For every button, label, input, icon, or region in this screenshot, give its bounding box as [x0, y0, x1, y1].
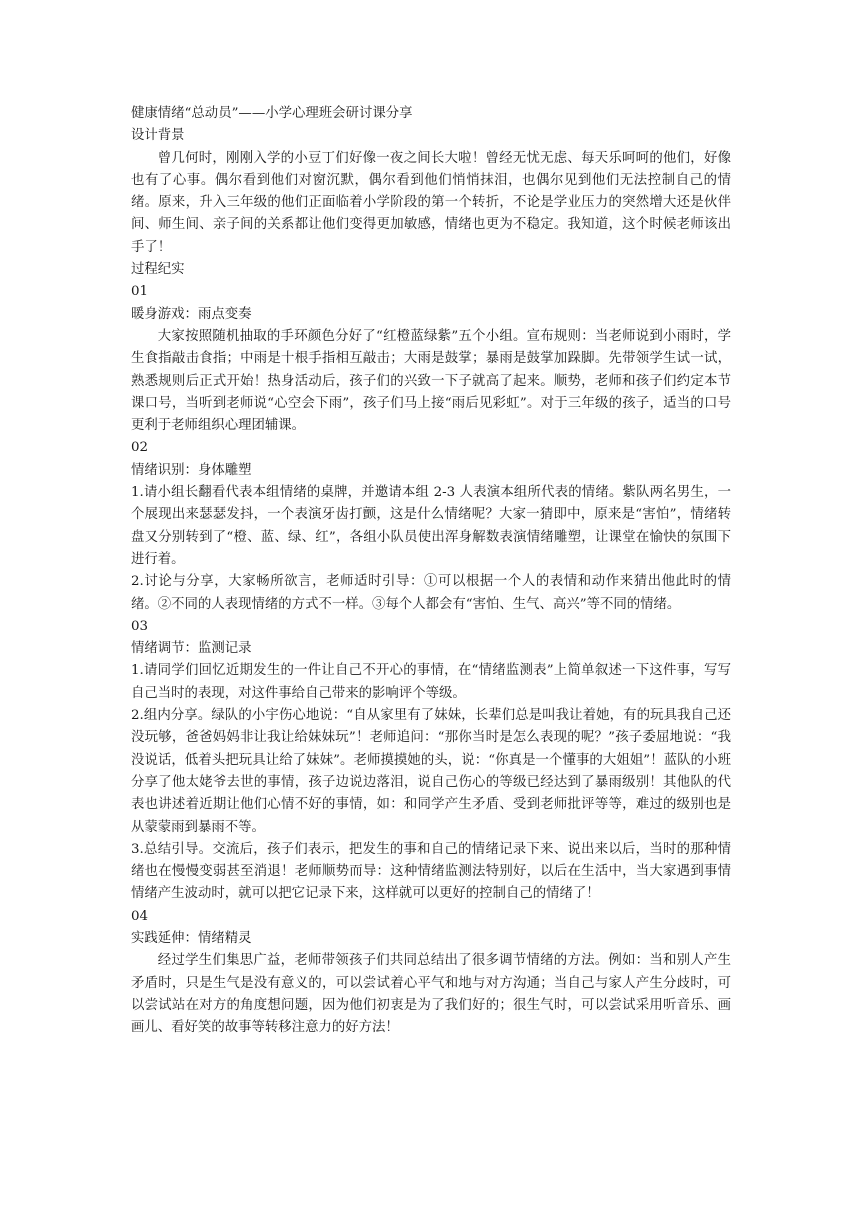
heading-design-background: 设计背景: [131, 128, 185, 144]
section-3-number: 03: [131, 618, 149, 634]
section-4-paragraph: 经过学生们集思广益，老师带领孩子们共同总结出了很多调节情绪的方法。例如：当和别人产生矛盾时，只是生气是没有意义的，可以尝试着心平气和地与对方沟通；当自己与家人产生分歧时，可以尝试站在对方的角度想问题，因为他们初衷是为了我们好的；很生气时，可以尝试采用听音乐、画画儿、看好笑的故事等转移注意力的好方法！: [131, 953, 731, 1036]
section-3-paragraph-1: 1.请同学们回忆近期发生的一件让自己不开心的事情，在“情绪监测表”上简单叙述一下这件事，写写自己当时的表现，对这件事给自己带来的影响评个等级。: [131, 663, 731, 701]
heading-process-record: 过程纪实: [131, 262, 185, 278]
section-2-title: 情绪识别：身体雕塑: [131, 462, 252, 478]
section-1-number: 01: [131, 284, 149, 300]
section-1-title: 暖身游戏：雨点变奏: [131, 306, 252, 322]
section-3-paragraph-3: 3.总结引导。交流后，孩子们表示，把发生的事和自己的情绪记录下来、说出来以后，当时的那种情绪也在慢慢变弱甚至消退！老师顺势而导：这种情绪监测法特别好，以后在生活中，当大家遇到事情情绪产生波动时，就可以把它记录下来，这样就可以更好的控制自己的情绪了！: [131, 841, 731, 902]
section-2-paragraph-1: 1.请小组长翻看代表本组情绪的桌牌，并邀请本组 2-3 人表演本组所代表的情绪。紫队两名男生，一个展现出来瑟瑟发抖，一个表演牙齿打颤，这是什么情绪呢？大家一猜即中，原来是“害怕”，情绪转盘又分别转到了“橙、蓝、绿、红”，各组小队员使出浑身解数表演情绪雕塑，让课堂在愉快的氛围下进行着。: [131, 485, 731, 567]
section-2-paragraph-2: 2.讨论与分享，大家畅所欲言，老师适时引导：①可以根据一个人的表情和动作来猜出他此时的情绪。②不同的人表现情绪的方式不一样。③每个人都会有“害怕、生气、高兴”等不同的情绪。: [131, 574, 731, 612]
section-4-title: 实践延伸：情绪精灵: [131, 930, 252, 946]
document-body: [131, 103, 731, 1039]
section-3-title: 情绪调节：监测记录: [131, 641, 252, 657]
section-1-paragraph: 大家按照随机抽取的手环颜色分好了“红橙蓝绿紫”五个小组。宣布规则：当老师说到小雨时，学生食指敲击食指；中雨是十根手指相互敲击；大雨是鼓掌；暴雨是鼓掌加跺脚。先带领学生试一试，熟悉规则后正式开始！热身活动后，孩子们的兴致一下子就高了起来。顺势，老师和孩子们约定本节课口号，当听到老师说“心空会下雨”，孩子们马上接“雨后见彩虹”。对于三年级的孩子，适当的口号更利于老师组织心理团辅课。: [131, 328, 731, 434]
section-4-number: 04: [131, 908, 149, 924]
document-title: 健康情绪“总动员”——小学心理班会研讨课分享: [131, 106, 413, 121]
section-3-paragraph-2: 2.组内分享。绿队的小宇伤心地说：“自从家里有了妹妹，长辈们总是叫我让着她，有的玩具我自己还没玩够，爸爸妈妈非让我让给妹妹玩”！老师追问：“那你当时是怎么表现的呢？”孩子委屈地说：“我没说话，低着头把玩具让给了妹妹”。老师摸摸她的头，说：“你真是一个懂事的大姐姐”！蓝队的小班分享了他太姥爷去世的事情，孩子边说边落泪，说自己伤心的等级已经达到了暴雨级别！其他队的代表也讲述着近期让他们心情不好的事情，如：和同学产生矛盾、受到老师批评等等，难过的级别也是从蒙蒙雨到暴雨不等。: [131, 708, 731, 835]
section-2-number: 02: [131, 440, 149, 456]
background-paragraph: 曾几何时，刚刚入学的小豆丁们好像一夜之间长大啦！曾经无忧无虑、每天乐呵呵的他们，好像也有了心事。偶尔看到他们对窗沉默，偶尔看到他们悄悄抹泪，也偶尔见到他们无法控制自己的情绪。原来，升入三年级的他们正面临着小学阶段的第一个转折，不论是学业压力的突然增大还是伙伴间、师生间、亲子间的关系都让他们变得更加敏感，情绪也更为不稳定。我知道，这个时候老师该出手了！: [131, 150, 731, 255]
